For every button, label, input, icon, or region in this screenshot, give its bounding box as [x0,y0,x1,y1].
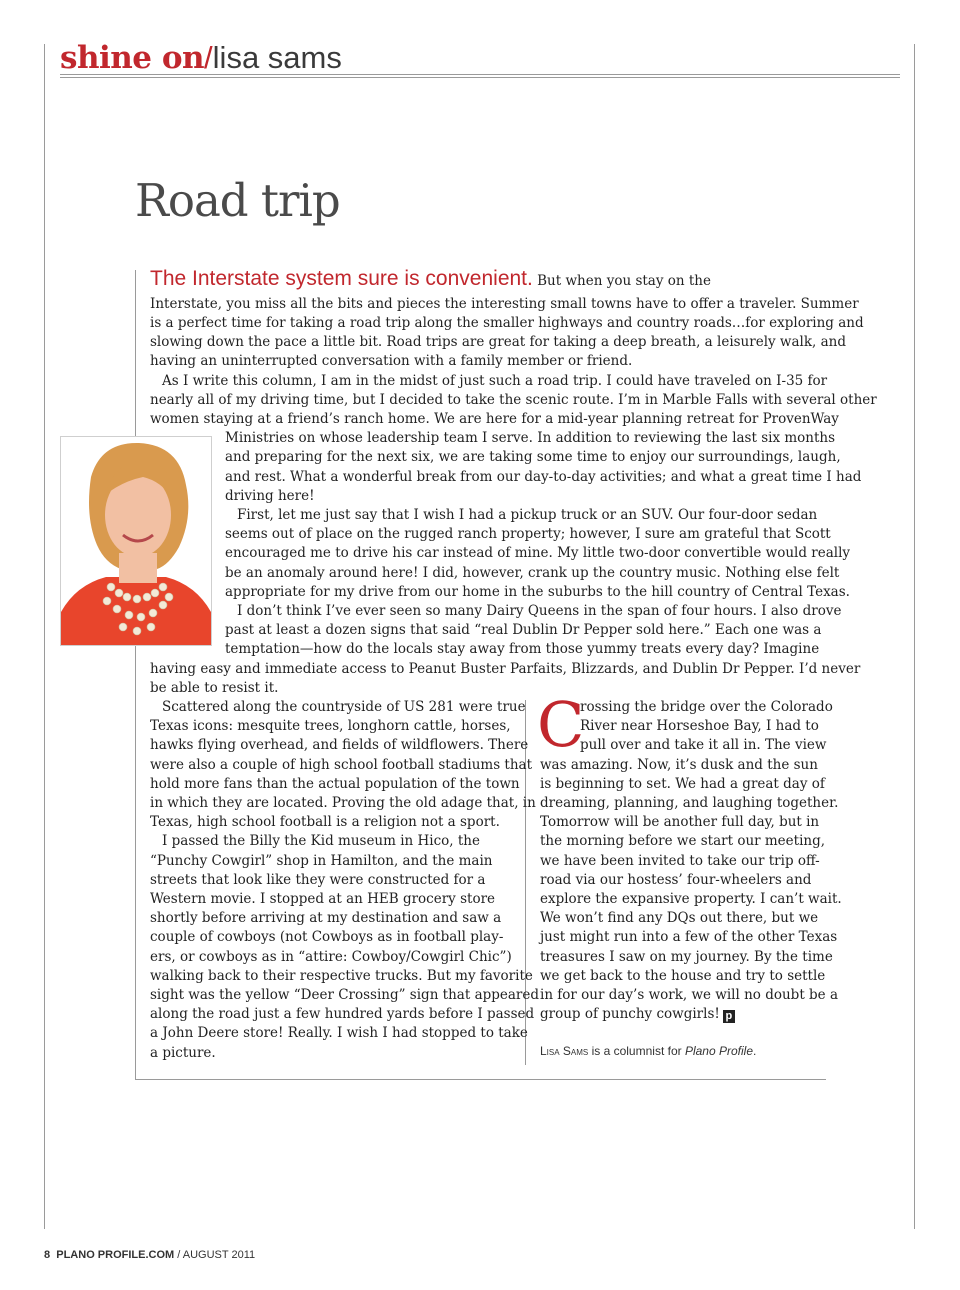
section-name: shine on [60,40,205,76]
text-line: “Punchy Cowgirl” shop in Hamilton, and the main [150,853,493,869]
page-footer [44,1249,255,1261]
text-line: treasures I saw on my journey. By the time [540,949,833,965]
text-line: First, let me just say that I wish I had a pickup truck or an SUV. Our four-door sedan [237,507,818,523]
author-portrait-icon [61,437,211,645]
text-line: Western movie. I stopped at an HEB grocery store [150,891,496,907]
text-line: I passed the Billy the Kid museum in Hico, the [162,833,480,849]
text-line: driving here! [225,488,315,504]
text-line: and preparing for the next six, we are taking some time to enjoy our surroundings, laugh, [225,449,841,465]
footer-publication: PLANO PROFILE.COM [56,1249,175,1261]
text-line: be able to resist it. [150,680,279,696]
text-line: pull over and take it all in. The view [580,737,827,753]
text-line: we get back to the house and try to settle [540,968,826,984]
text-line: is a perfect time for taking a road trip along the smaller highways and country roads…for exploring and [150,315,864,331]
lead-in: The Interstate system sure is convenient. [150,267,533,290]
text-line: encouraged me to drive his car instead of mine. My little two-door convertible would really [225,545,851,561]
text-line: We won’t find any DQs out there, but we [540,910,819,926]
text-line: As I write this column, I am in the midst of just such a road trip. I could have traveled on I-35 for [162,373,828,389]
text-line: a John Deere store! Really. I wish I had stopped to take [150,1025,528,1041]
text-line: having easy and immediate access to Peanut Buster Parfaits, Blizzards, and Dublin Dr Pepper. I’d never [150,661,861,677]
bio-period: . [753,1044,757,1058]
end-mark-icon: p [723,1010,735,1023]
text-line: Texas, high school football is a religion not a sport. [150,814,500,830]
text-line: I don’t think I’ve ever seen so many Dairy Queens in the span of four hours. I also drove [237,603,842,619]
left-margin-rule [44,44,45,1229]
text-line: road via our hostess’ four-wheelers and [540,872,812,888]
footer-issue: / AUGUST 2011 [174,1249,256,1261]
text-line: is beginning to set. We had a great day of [540,776,825,792]
text-line: shortly before arriving at my destination and saw a [150,910,502,926]
text-line: explore the expansive property. I can’t wait. [540,891,842,907]
text-line: the morning before we start our meeting, [540,833,826,849]
drop-cap: C [537,688,585,761]
header-author: lisa sams [212,40,342,75]
article-left-rule [135,270,136,1080]
text-line: appropriate for my drive from our home in the suburbs to the hill country of Central Texas. [225,584,850,600]
text-line: nearly all of my driving time, but I decided to take the scenic route. I’m in Marble Falls with several other [150,392,877,408]
text-line: hawks flying overhead, and fields of wildflowers. There [150,737,529,753]
bio-publication: Plano Profile [684,1044,753,1058]
text-line: women staying at a friend’s ranch home. We are here for a mid-year planning retreat for ProvenWay [150,411,839,427]
text-line: Interstate, you miss all the bits and pieces the interesting small towns have to offer a traveler. Summer [150,296,859,312]
bio-text: is a columnist for [588,1044,685,1058]
text-line: Tomorrow will be another full day, but in [540,814,820,830]
text-line: in for our day’s work, we will no doubt be a [540,987,839,1003]
text-line: along the road just a few hundred yards before I passed [150,1006,535,1022]
text-line: Texas icons: mesquite trees, longhorn cattle, horses, [150,718,511,734]
section-header [60,40,342,76]
article-title: Road trip [135,174,340,227]
text-line: having an uninterrupted conversation with a family member or friend. [150,353,633,369]
page-number: 8 [44,1249,51,1261]
text-line: was amazing. Now, it’s dusk and the sun [540,757,818,773]
text-line: in which they are located. Proving the old adage that, in [150,795,536,811]
text-line: group of punchy cowgirls! [540,1006,720,1022]
text-line: hold more fans than the actual population of the town [150,776,520,792]
text-line: a picture. [150,1045,216,1061]
text-line: Ministries on whose leadership team I serve. In addition to reviewing the last six months [225,430,836,446]
header-separator: / [204,40,213,75]
text-line: walking back to their respective trucks. But my favorite [150,968,533,984]
text-line-last [540,1005,735,1024]
text-line: streets that look like they were constructed for a [150,872,486,888]
text-line: rossing the bridge over the Colorado [580,699,833,715]
article-bottom-rule [135,1079,826,1080]
right-margin-rule [914,44,915,1229]
text-line: past at least a dozen signs that said “real Dublin Dr Pepper sold here.” Each one was a [225,622,822,638]
text-line: and rest. What a wonderful break from our day-to-day activities; and what a great time I had [225,469,862,485]
text-line: seems out of place on the rugged ranch property; however, I sure am grateful that Scott [225,526,831,542]
text-line: were also a couple of high school football stadiums that [150,757,533,773]
text-line: be an anomaly around here! I did, however, crank up the country music. Nothing else felt [225,565,840,581]
text-line: sight was the yellow “Deer Crossing” sign that appeared [150,987,540,1003]
bio-name: Lisa Sams [540,1044,589,1058]
text-line: just might run into a few of the other Texas [540,929,838,945]
text-line: dreaming, planning, and laughing together. [540,795,839,811]
text-line: temptation—how do the locals stay away from those yummy treats every day? Imagine [225,641,820,657]
author-bio [540,1044,756,1058]
text-line: slowing down the pace a little bit. Road trips are great for taking a deep breath, a leisurely walk, and [150,334,847,350]
text-line: we have been invited to take our trip off- [540,853,820,869]
text-line: Scattered along the countryside of US 281 were true [162,699,526,715]
text-line: But when you stay on the [537,273,711,289]
header-rule [60,74,900,78]
text-line: couple of cowboys (not Cowboys as in football play- [150,929,504,945]
text-line: ers, or cowboys as in “attire: Cowboy/Cowgirl Chic”) [150,949,512,965]
lead-line [150,269,711,291]
author-photo [60,436,212,646]
text-line: River near Horseshoe Bay, I had to [580,718,819,734]
